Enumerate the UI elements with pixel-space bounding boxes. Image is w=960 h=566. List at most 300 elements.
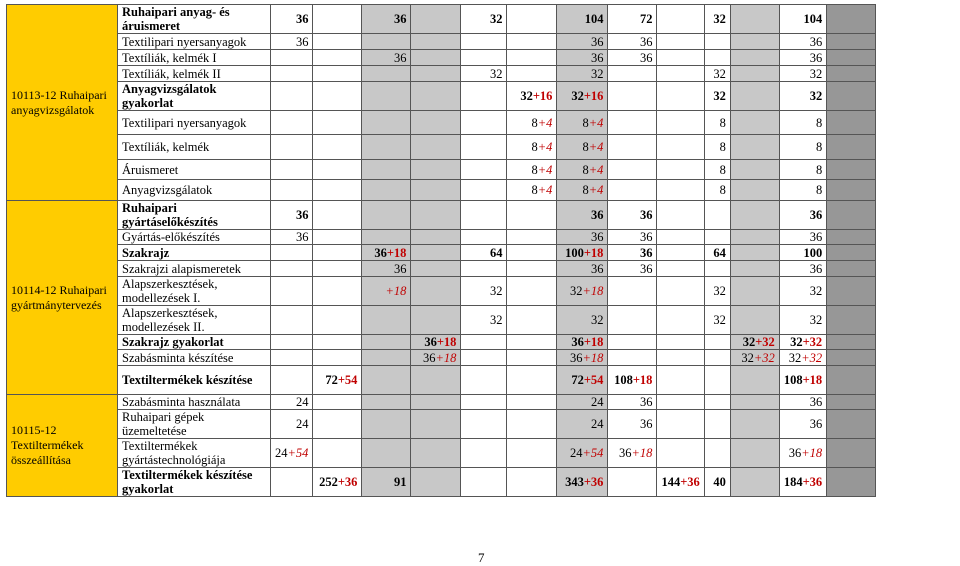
hours-cell xyxy=(507,261,557,277)
hours-cell xyxy=(730,50,779,66)
hours-cell xyxy=(313,160,362,180)
hours-cell: 8+4 xyxy=(557,135,608,160)
subject-cell: Szakrajz xyxy=(118,245,271,261)
hours-cell: 36+18 xyxy=(362,245,411,261)
hours-cell xyxy=(608,306,657,335)
hours-cell xyxy=(362,82,411,111)
hours-cell xyxy=(507,395,557,410)
hours-cell xyxy=(704,230,730,245)
hours-cell xyxy=(313,261,362,277)
hours-cell xyxy=(730,135,779,160)
hours-cell xyxy=(730,5,779,34)
hours-cell xyxy=(730,261,779,277)
hours-cell xyxy=(704,201,730,230)
hours-cell xyxy=(827,50,876,66)
hours-cell: 32 xyxy=(779,277,826,306)
table-row xyxy=(7,245,876,261)
hours-cell xyxy=(271,160,313,180)
page-number: 7 xyxy=(478,550,485,565)
hours-cell xyxy=(608,82,657,111)
hours-cell: 8+4 xyxy=(507,111,557,135)
hours-cell: 8 xyxy=(704,160,730,180)
subject-cell: Textíliák, kelmék xyxy=(118,135,271,160)
hours-cell: 91 xyxy=(362,468,411,497)
hours-cell: 36+18 xyxy=(557,350,608,366)
hours-cell xyxy=(411,180,461,201)
hours-cell xyxy=(608,180,657,201)
hours-cell xyxy=(461,468,507,497)
hours-cell: 36 xyxy=(362,5,411,34)
hours-cell xyxy=(608,111,657,135)
hours-cell xyxy=(657,245,704,261)
hours-cell: 36 xyxy=(779,395,826,410)
hours-cell xyxy=(271,135,313,160)
hours-cell xyxy=(411,82,461,111)
hours-cell: 40 xyxy=(704,468,730,497)
hours-cell xyxy=(827,160,876,180)
hours-cell xyxy=(461,180,507,201)
hours-cell xyxy=(271,66,313,82)
hours-cell: 36 xyxy=(557,230,608,245)
hours-cell xyxy=(608,335,657,350)
hours-cell xyxy=(507,277,557,306)
hours-cell xyxy=(313,201,362,230)
hours-cell: 32 xyxy=(461,5,507,34)
hours-cell xyxy=(362,135,411,160)
hours-cell xyxy=(313,245,362,261)
hours-cell xyxy=(507,5,557,34)
hours-cell xyxy=(411,306,461,335)
hours-cell: 8+4 xyxy=(507,160,557,180)
hours-cell xyxy=(827,230,876,245)
hours-cell xyxy=(271,82,313,111)
hours-cell: 32 xyxy=(557,66,608,82)
hours-cell xyxy=(827,201,876,230)
hours-cell: 32+32 xyxy=(730,335,779,350)
hours-cell: 36 xyxy=(779,50,826,66)
hours-cell xyxy=(313,335,362,350)
subject-cell: Szabásminta készítése xyxy=(118,350,271,366)
hours-cell xyxy=(313,230,362,245)
hours-cell: 8 xyxy=(779,160,826,180)
hours-cell xyxy=(271,111,313,135)
hours-cell: 32 xyxy=(779,82,826,111)
hours-cell: 36 xyxy=(557,201,608,230)
hours-cell xyxy=(507,439,557,468)
hours-cell: 32 xyxy=(557,306,608,335)
subject-cell: Alapszerkesztések, modellezések II. xyxy=(118,306,271,335)
subject-cell: Anyagvizsgálatok xyxy=(118,180,271,201)
hours-cell: 24+54 xyxy=(271,439,313,468)
hours-cell xyxy=(411,439,461,468)
hours-cell xyxy=(657,160,704,180)
hours-cell xyxy=(657,306,704,335)
hours-cell xyxy=(827,468,876,497)
hours-cell xyxy=(657,135,704,160)
hours-cell: 36 xyxy=(362,50,411,66)
table-row xyxy=(7,395,876,410)
hours-cell xyxy=(313,82,362,111)
hours-cell xyxy=(730,82,779,111)
hours-cell xyxy=(827,82,876,111)
hours-cell xyxy=(362,180,411,201)
hours-cell: 32+18 xyxy=(557,277,608,306)
hours-cell xyxy=(411,66,461,82)
table-row xyxy=(7,135,876,160)
hours-cell: 36+18 xyxy=(608,439,657,468)
hours-cell xyxy=(271,306,313,335)
table-row xyxy=(7,66,876,82)
table-row xyxy=(7,201,876,230)
hours-cell: +18 xyxy=(362,277,411,306)
hours-cell xyxy=(411,135,461,160)
hours-cell xyxy=(271,261,313,277)
hours-cell xyxy=(704,410,730,439)
hours-cell: 36 xyxy=(271,34,313,50)
hours-cell xyxy=(730,395,779,410)
hours-cell: 24 xyxy=(557,410,608,439)
hours-cell xyxy=(657,350,704,366)
hours-cell xyxy=(730,66,779,82)
hours-cell: 8+4 xyxy=(557,111,608,135)
hours-cell xyxy=(827,306,876,335)
hours-cell xyxy=(461,366,507,395)
hours-cell xyxy=(730,160,779,180)
hours-cell: 32 xyxy=(779,306,826,335)
hours-cell xyxy=(411,468,461,497)
hours-cell xyxy=(730,180,779,201)
hours-cell: 32 xyxy=(704,66,730,82)
hours-cell xyxy=(461,34,507,50)
hours-cell xyxy=(271,335,313,350)
hours-cell: 343+36 xyxy=(557,468,608,497)
hours-cell xyxy=(313,306,362,335)
hours-cell xyxy=(313,350,362,366)
hours-cell: 8 xyxy=(704,180,730,201)
hours-cell xyxy=(411,34,461,50)
hours-cell xyxy=(362,66,411,82)
hours-cell xyxy=(827,410,876,439)
hours-cell: 24 xyxy=(557,395,608,410)
subject-cell: Szakrajz gyakorlat xyxy=(118,335,271,350)
hours-cell xyxy=(704,335,730,350)
hours-cell xyxy=(271,50,313,66)
hours-cell xyxy=(461,135,507,160)
subject-cell: Alapszerkesztések, modellezések I. xyxy=(118,277,271,306)
hours-cell xyxy=(507,66,557,82)
hours-cell: 64 xyxy=(704,245,730,261)
hours-cell: 36 xyxy=(608,201,657,230)
table-row xyxy=(7,5,876,34)
hours-cell xyxy=(461,261,507,277)
hours-cell xyxy=(411,5,461,34)
hours-cell xyxy=(362,111,411,135)
hours-cell xyxy=(657,335,704,350)
hours-cell xyxy=(657,82,704,111)
hours-cell xyxy=(362,350,411,366)
subject-cell: Ruhaipari gépek üzemeltetése xyxy=(118,410,271,439)
hours-cell xyxy=(827,335,876,350)
hours-cell xyxy=(657,5,704,34)
subject-cell: Áruismeret xyxy=(118,160,271,180)
hours-cell: 36 xyxy=(608,395,657,410)
hours-cell xyxy=(657,410,704,439)
hours-cell: 36 xyxy=(779,261,826,277)
hours-cell xyxy=(271,350,313,366)
hours-cell xyxy=(313,111,362,135)
hours-cell: 36 xyxy=(779,201,826,230)
hours-cell xyxy=(827,180,876,201)
hours-cell xyxy=(608,277,657,306)
hours-cell: 8 xyxy=(704,135,730,160)
hours-cell: 36 xyxy=(362,261,411,277)
hours-cell: 36 xyxy=(779,230,826,245)
table-row xyxy=(7,261,876,277)
hours-cell xyxy=(827,366,876,395)
hours-cell: 100 xyxy=(779,245,826,261)
hours-cell xyxy=(507,350,557,366)
hours-cell xyxy=(461,439,507,468)
hours-cell xyxy=(827,5,876,34)
hours-cell xyxy=(507,230,557,245)
hours-cell xyxy=(411,410,461,439)
hours-cell xyxy=(362,201,411,230)
hours-cell xyxy=(507,50,557,66)
hours-cell xyxy=(362,366,411,395)
hours-cell: 8 xyxy=(779,111,826,135)
hours-cell xyxy=(461,350,507,366)
hours-cell xyxy=(313,34,362,50)
hours-cell xyxy=(730,277,779,306)
hours-cell xyxy=(657,261,704,277)
hours-cell xyxy=(271,180,313,201)
hours-cell xyxy=(461,160,507,180)
hours-cell: 64 xyxy=(461,245,507,261)
table-row xyxy=(7,230,876,245)
hours-cell xyxy=(271,277,313,306)
subject-cell: Textilipari nyersanyagok xyxy=(118,111,271,135)
hours-cell: 24+54 xyxy=(557,439,608,468)
hours-cell xyxy=(827,395,876,410)
hours-cell xyxy=(461,50,507,66)
hours-cell xyxy=(362,410,411,439)
hours-cell xyxy=(461,410,507,439)
hours-cell: 8+4 xyxy=(507,135,557,160)
hours-cell: 8+4 xyxy=(557,160,608,180)
hours-cell: 36 xyxy=(557,261,608,277)
subject-cell: Textilipari nyersanyagok xyxy=(118,34,271,50)
hours-cell xyxy=(730,366,779,395)
table-row xyxy=(7,180,876,201)
hours-cell xyxy=(313,439,362,468)
hours-cell xyxy=(271,468,313,497)
hours-cell xyxy=(362,230,411,245)
hours-cell xyxy=(608,350,657,366)
table-row xyxy=(7,335,876,350)
hours-cell xyxy=(461,111,507,135)
hours-cell xyxy=(827,135,876,160)
hours-cell xyxy=(657,66,704,82)
hours-cell xyxy=(657,111,704,135)
hours-cell xyxy=(313,5,362,34)
table-row xyxy=(7,366,876,395)
subject-cell: Textiltermékek készítése gyakorlat xyxy=(118,468,271,497)
hours-cell: 32+16 xyxy=(507,82,557,111)
table-row xyxy=(7,111,876,135)
hours-cell: 36 xyxy=(608,230,657,245)
hours-cell: 252+36 xyxy=(313,468,362,497)
hours-cell: 36+18 xyxy=(557,335,608,350)
hours-cell xyxy=(730,201,779,230)
hours-cell xyxy=(730,245,779,261)
hours-cell xyxy=(704,366,730,395)
hours-cell xyxy=(608,66,657,82)
hours-cell: 8 xyxy=(779,180,826,201)
hours-cell xyxy=(827,350,876,366)
hours-cell xyxy=(313,50,362,66)
hours-cell xyxy=(730,468,779,497)
hours-cell xyxy=(411,230,461,245)
hours-cell: 8+4 xyxy=(557,180,608,201)
hours-cell: 8+4 xyxy=(507,180,557,201)
hours-cell xyxy=(461,335,507,350)
table-row xyxy=(7,350,876,366)
hours-cell: 108+18 xyxy=(779,366,826,395)
hours-cell xyxy=(313,135,362,160)
table-row xyxy=(7,160,876,180)
hours-cell: 32+32 xyxy=(730,350,779,366)
hours-cell xyxy=(657,366,704,395)
hours-cell xyxy=(507,34,557,50)
hours-cell: 32+32 xyxy=(779,335,826,350)
hours-cell xyxy=(657,201,704,230)
hours-cell: 8 xyxy=(779,135,826,160)
hours-cell xyxy=(507,366,557,395)
subject-cell: Textiltermékek készítése xyxy=(118,366,271,395)
module-cell: 10114-12 Ruhaipari gyártmánytervezés xyxy=(7,201,118,395)
hours-cell xyxy=(730,410,779,439)
hours-cell xyxy=(313,395,362,410)
hours-cell xyxy=(313,66,362,82)
hours-cell xyxy=(461,395,507,410)
hours-cell: 36 xyxy=(608,245,657,261)
hours-cell: 32 xyxy=(461,306,507,335)
hours-cell: 36 xyxy=(608,34,657,50)
hours-cell: 36 xyxy=(608,410,657,439)
hours-cell xyxy=(827,245,876,261)
hours-cell xyxy=(507,201,557,230)
hours-cell xyxy=(704,50,730,66)
hours-cell: 36 xyxy=(557,34,608,50)
hours-cell: 32 xyxy=(779,66,826,82)
hours-cell: 32 xyxy=(461,66,507,82)
hours-cell xyxy=(730,439,779,468)
hours-cell: 36 xyxy=(271,5,313,34)
hours-cell xyxy=(507,335,557,350)
hours-cell: 36+18 xyxy=(779,439,826,468)
hours-cell: 32 xyxy=(704,277,730,306)
hours-cell xyxy=(313,277,362,306)
hours-cell xyxy=(362,395,411,410)
table-row xyxy=(7,468,876,497)
hours-cell xyxy=(704,261,730,277)
hours-cell xyxy=(507,410,557,439)
table-row xyxy=(7,34,876,50)
hours-cell xyxy=(362,160,411,180)
hours-cell: 32 xyxy=(704,306,730,335)
hours-cell: 184+36 xyxy=(779,468,826,497)
hours-cell xyxy=(507,468,557,497)
subject-cell: Textiltermékek gyártástechnológiája xyxy=(118,439,271,468)
hours-cell xyxy=(461,230,507,245)
hours-cell xyxy=(411,111,461,135)
hours-cell xyxy=(362,439,411,468)
subject-cell: Textíliák, kelmék I xyxy=(118,50,271,66)
hours-cell xyxy=(362,306,411,335)
hours-cell: 32+16 xyxy=(557,82,608,111)
hours-cell xyxy=(362,34,411,50)
hours-cell xyxy=(411,366,461,395)
hours-cell: 36 xyxy=(779,410,826,439)
hours-cell xyxy=(507,245,557,261)
hours-cell: 104 xyxy=(557,5,608,34)
hours-cell xyxy=(730,306,779,335)
hours-cell: 36 xyxy=(271,201,313,230)
hours-cell: 24 xyxy=(271,410,313,439)
hours-cell: 36 xyxy=(608,50,657,66)
hours-cell xyxy=(730,111,779,135)
hours-cell xyxy=(704,395,730,410)
hours-cell xyxy=(657,50,704,66)
module-cell: 10115-12 Textiltermékek összeállítása xyxy=(7,395,118,497)
hours-cell xyxy=(461,201,507,230)
hours-cell: 36 xyxy=(779,34,826,50)
subject-cell: Szakrajzi alapismeretek xyxy=(118,261,271,277)
hours-cell xyxy=(411,261,461,277)
hours-cell xyxy=(657,180,704,201)
hours-cell xyxy=(313,410,362,439)
hours-cell: 32+32 xyxy=(779,350,826,366)
hours-cell xyxy=(704,350,730,366)
hours-cell xyxy=(411,50,461,66)
hours-cell xyxy=(271,366,313,395)
hours-cell: 72+54 xyxy=(313,366,362,395)
table-row xyxy=(7,82,876,111)
hours-cell xyxy=(411,245,461,261)
hours-cell: 36+18 xyxy=(411,350,461,366)
subject-cell: Ruhaipari anyag- és áruismeret xyxy=(118,5,271,34)
hours-cell: 32 xyxy=(461,277,507,306)
hours-cell: 36+18 xyxy=(411,335,461,350)
hours-cell xyxy=(827,439,876,468)
hours-cell: 72 xyxy=(608,5,657,34)
hours-cell xyxy=(827,277,876,306)
module-cell: 10113-12 Ruhaipari anyagvizsgálatok xyxy=(7,5,118,201)
hours-cell xyxy=(827,66,876,82)
subject-cell: Anyagvizsgálatok gyakorlat xyxy=(118,82,271,111)
hours-cell xyxy=(730,230,779,245)
hours-cell xyxy=(271,245,313,261)
hours-cell xyxy=(411,395,461,410)
hours-cell xyxy=(730,34,779,50)
hours-cell xyxy=(461,82,507,111)
hours-cell xyxy=(704,439,730,468)
hours-cell xyxy=(827,261,876,277)
table-row xyxy=(7,410,876,439)
hours-cell: 108+18 xyxy=(608,366,657,395)
hours-cell xyxy=(411,277,461,306)
hours-cell xyxy=(827,111,876,135)
